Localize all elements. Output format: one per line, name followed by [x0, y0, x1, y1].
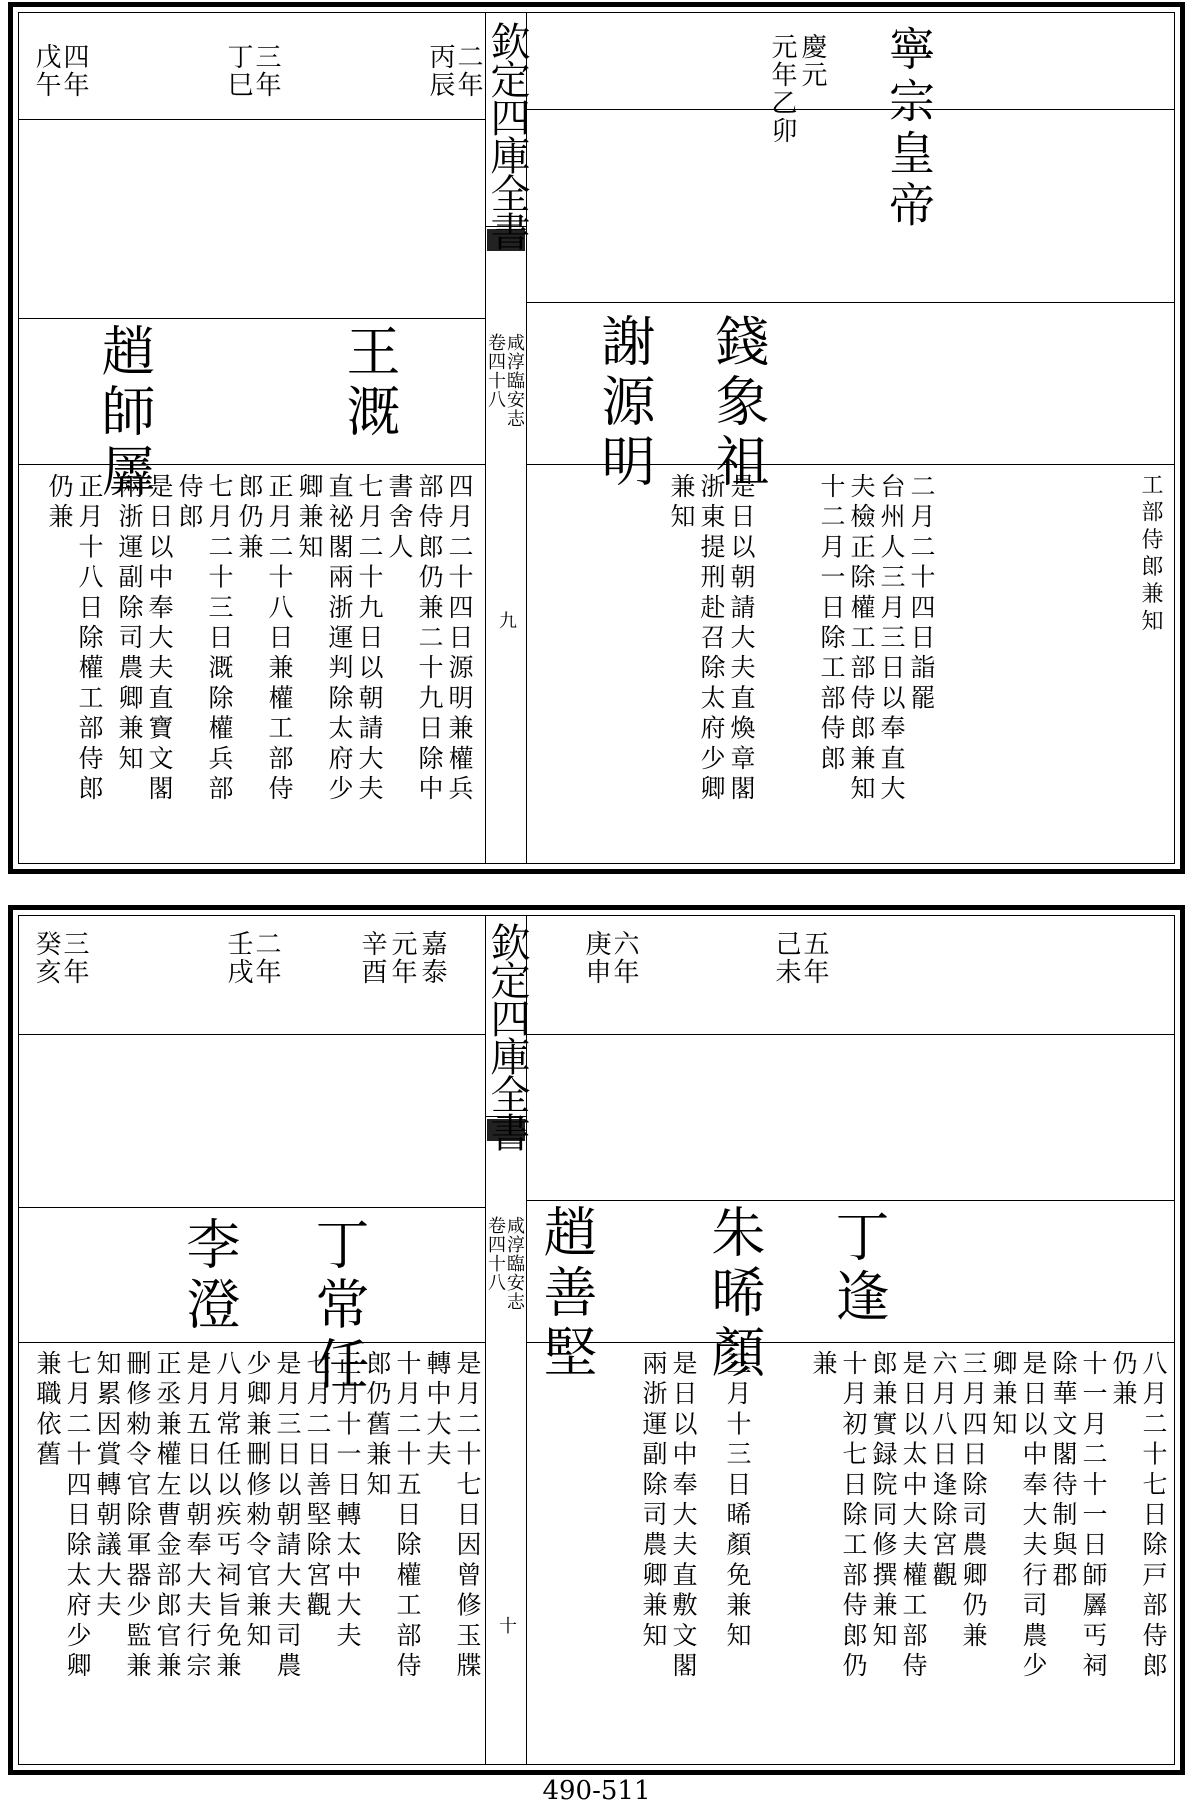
year-label: 元年: [387, 930, 417, 986]
book-name: 咸淳臨安志: [504, 333, 525, 428]
year-ganzhi: 壬戌: [223, 930, 253, 986]
bio-line: 浙東提刑赴召除太府少卿: [697, 473, 726, 806]
official-name: 謝源明: [593, 313, 656, 493]
book-title: 欽定四庫全書: [484, 922, 530, 1150]
bio-line: 郎仍兼: [235, 473, 264, 564]
year-label: 二年: [453, 43, 483, 99]
bio-line: 刪修勑令官除軍器少監兼: [123, 1350, 152, 1683]
center-column: [484, 13, 530, 863]
bio-line: 夫檢正除權工部侍郎兼知: [847, 473, 876, 806]
bio-line: 少卿兼刪修勑令官兼知: [243, 1350, 272, 1652]
juan-number: 卷四十八: [485, 333, 506, 409]
bio-line: 兩浙運副除司農卿兼知: [115, 473, 144, 775]
era-name: 嘉泰: [417, 930, 447, 986]
year-label: 三年: [251, 43, 281, 99]
carried-office: 工部侍郎兼知: [1138, 473, 1163, 637]
book-name: 咸淳臨安志: [504, 1216, 525, 1311]
bio-line: 十月初七日除工部侍郎仍: [839, 1350, 868, 1683]
center-column: [484, 916, 530, 1764]
bio-line: 卿兼知: [295, 473, 324, 564]
year-ganzhi: 戊午: [31, 43, 61, 99]
bio-line: 是月三日以朝請大夫司農: [273, 1350, 302, 1683]
bio-line: 卿兼知: [989, 1350, 1018, 1441]
rule: [19, 1034, 485, 1035]
bio-line: 六月八日逢除宮觀: [929, 1350, 958, 1592]
emperor-title: 寧宗皇帝: [882, 25, 936, 233]
bio-line: 侍郎: [175, 473, 204, 534]
year-ganzhi: 丙辰: [425, 43, 455, 99]
bio-line: 是月五日以朝奉大夫行宗: [183, 1350, 212, 1683]
year-label: 元年乙卯: [767, 33, 797, 145]
official-name: 李澄: [178, 1216, 241, 1336]
bio-line: 七月二十九日以朝請大夫: [355, 473, 384, 806]
page-footer: 490-511: [542, 1776, 651, 1806]
bio-line: 正月十八日除權工部侍郎: [75, 473, 104, 806]
bio-line: 七月二日善堅除宮觀: [303, 1350, 332, 1622]
rule: [527, 1342, 1174, 1343]
rule: [527, 1200, 1174, 1201]
page-frame: [18, 915, 1175, 1765]
page-number: 九: [496, 611, 517, 629]
bio-line: 是日以中奉大夫直寶文閣: [145, 473, 174, 806]
juan-number: 卷四十八: [485, 1216, 506, 1292]
official-name: 丁逢: [827, 1208, 890, 1328]
official-name: 錢象祖: [707, 313, 770, 493]
official-name: 王溉: [338, 323, 401, 443]
bio-line: 正丞兼權左曹金部郎官兼: [153, 1350, 182, 1683]
bio-line: 八月二十七日除戸部侍郎: [1139, 1350, 1168, 1683]
bio-line: 八月常任以疾丐祠旨免兼: [213, 1350, 242, 1683]
rule: [527, 1034, 1174, 1035]
rule: [19, 1342, 485, 1343]
rule: [19, 464, 485, 465]
bio-line: 部侍郎仍兼二十九日除中: [415, 473, 444, 806]
rule: [19, 318, 485, 319]
bio-line: 是日以中奉大夫行司農少: [1019, 1350, 1048, 1683]
page-number: 十: [496, 1616, 517, 1634]
bio-line: 知累因賞轉朝議大夫: [93, 1350, 122, 1622]
bio-line: 十二月一日除工部侍郎: [817, 473, 846, 775]
year-label: 四年: [59, 43, 89, 99]
page-lower: [8, 905, 1185, 1775]
rule: [19, 1207, 485, 1208]
year-label: 三年: [59, 930, 89, 986]
bio-line: 除華文閣待制與郡: [1049, 1350, 1078, 1592]
page-frame: [18, 12, 1175, 864]
year-ganzhi: 庚申: [581, 930, 611, 986]
bio-line: 七月二十四日除太府少卿: [63, 1350, 92, 1683]
year-label: 二年: [251, 930, 281, 986]
bio-line: 二月二十四日詣罷: [907, 473, 936, 715]
era-name: 慶元: [797, 33, 827, 89]
bio-line: 仍兼: [45, 473, 74, 534]
bio-line: 三月四日除司農卿仍兼: [959, 1350, 988, 1652]
bio-line: 三月十三日晞顏免兼知: [723, 1350, 752, 1652]
official-name: 朱晞顏: [703, 1204, 766, 1384]
bio-line: 兼知: [667, 473, 696, 534]
rule: [527, 109, 1174, 110]
year-ganzhi: 辛酉: [357, 930, 387, 986]
bio-line: 兩浙運副除司農卿兼知: [639, 1350, 668, 1652]
year-ganzhi: 丁巳: [223, 43, 253, 99]
bio-line: 台州人三月三日以奉直大: [877, 473, 906, 806]
year-label: 五年: [799, 930, 829, 986]
bio-line: 是日以朝請大夫直煥章閣: [727, 473, 756, 806]
bio-line: 正月十一日轉太中大夫: [333, 1350, 362, 1652]
bio-line: 是日以太中大夫權工部侍: [899, 1350, 928, 1683]
bio-line: 正月二十八日兼權工部侍: [265, 473, 294, 806]
bio-line: 兼職依舊: [33, 1350, 62, 1471]
bio-line: 郎兼實録院同修撰兼知: [869, 1350, 898, 1652]
year-ganzhi: 己未: [771, 930, 801, 986]
official-name: 趙善堅: [535, 1204, 598, 1384]
bio-line: 仍兼: [1109, 1350, 1138, 1411]
bio-line: 書舍人: [385, 473, 414, 564]
bio-line: 郎仍舊兼知: [363, 1350, 392, 1501]
bio-line: 十一月二十一日師羼丐祠: [1079, 1350, 1108, 1683]
year-label: 六年: [609, 930, 639, 986]
rule: [527, 302, 1174, 303]
bio-line: 是月二十七日因曾修玉牒: [453, 1350, 482, 1683]
bio-line: 兼: [809, 1350, 838, 1381]
bio-line: 是日以中奉大夫直敷文閣: [669, 1350, 698, 1683]
year-ganzhi: 癸亥: [31, 930, 61, 986]
official-name: 趙師羼: [93, 323, 156, 503]
official-name: 丁常任: [307, 1216, 370, 1396]
bio-line: 十月二十五日除權工部侍: [393, 1350, 422, 1683]
bio-line: 四月二十四日源明兼權兵: [445, 473, 474, 806]
page-upper: [8, 2, 1185, 874]
bio-line: 七月二十三日溉除權兵部: [205, 473, 234, 806]
bio-line: 直祕閣兩浙運判除太府少: [325, 473, 354, 806]
rule: [19, 119, 485, 120]
book-title: 欽定四庫全書: [484, 21, 530, 249]
bio-line: 轉中大夫: [423, 1350, 452, 1471]
